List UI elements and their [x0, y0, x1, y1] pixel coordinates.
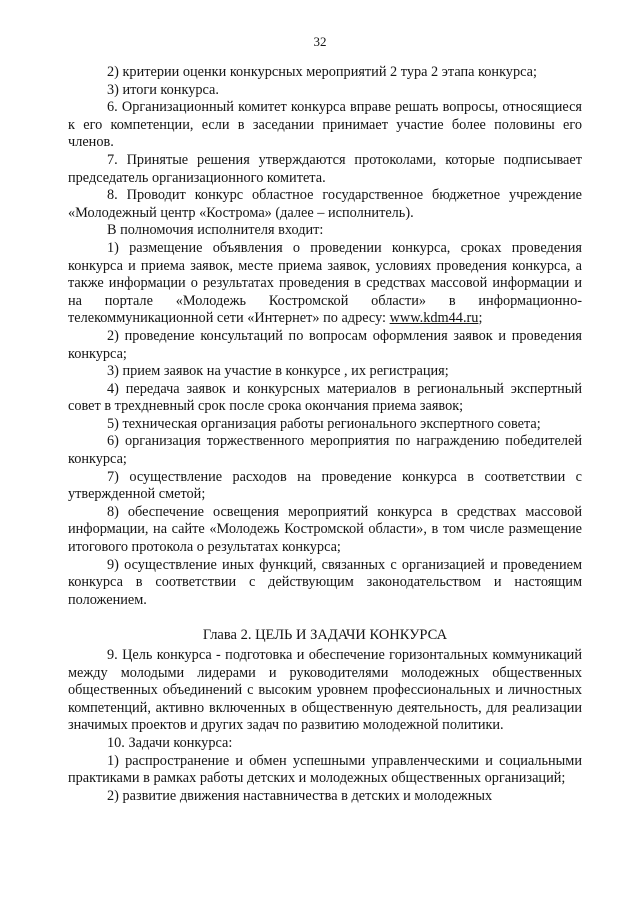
list-item: 6) организация торжественного мероприятия по награждению победителей конкурса; — [68, 433, 582, 468]
list-item: 7) осуществление расходов на проведение конкурса в соответствии с утвержденной сметой; — [68, 468, 582, 503]
paragraph: В полномочия исполнителя входит: — [107, 222, 324, 239]
list-item: 2) проведение консультаций по вопросам оформления заявок и проведения конкурса; — [68, 327, 582, 362]
list-item: 2) развитие движения наставничества в детских и молодежных — [107, 787, 493, 804]
list-item-text: 1) размещение объявления о проведении конкурса, сроках проведения конкурса и приема заявок, месте приема заявок, условиях проведения конкурса, а также информации о результатах проведения в средствах массовой информации и на портале «Молодежь Костромской области» в информационно-телекоммуникационной сети «Интернет» по адресу: — [68, 239, 582, 327]
paragraph: 6. Организационный комитет конкурса вправе решать вопросы, относящиеся к его компетенции, если в заседании принимает участие более половины его членов. — [68, 99, 582, 151]
paragraph: 8. Проводит конкурс областное государственное бюджетное учреждение «Молодежный центр «Кострома» (далее – исполнитель). — [68, 187, 582, 221]
list-item: 9) осуществление иных функций, связанных с организацией и проведением конкурса в соответствии с действующим законодательством и настоящим положением. — [68, 556, 582, 608]
list-item: 4) передача заявок и конкурсных материалов в региональный экспертный совет в трехдневный срок после срока окончания приема заявок; — [68, 380, 582, 415]
chapter-heading: Глава 2. ЦЕЛЬ И ЗАДАЧИ КОНКУРСА — [202, 627, 448, 644]
paragraph: 9. Цель конкурса - подготовка и обеспечение горизонтальных коммуникаций между молодыми лидерами и руководителями молодежных общественных общественных объединений с высоким уровнем профессиональных и личностных компетенций, активно включенных в общественную деятельность, для реализации значимых проектов и других задач по развитию молодежной политики. — [68, 647, 582, 734]
website-link[interactable]: www.kdm44.ru — [389, 310, 479, 327]
list-item-tail: ; — [478, 310, 483, 327]
list-item: 1) распространение и обмен успешными управленческими и социальными практиками в рамках работы детских и молодежных общественных организаций; — [68, 752, 582, 787]
document-body — [68, 64, 582, 805]
list-item — [68, 240, 582, 328]
page-number: 32 — [313, 34, 327, 49]
paragraph: 10. Задачи конкурса: — [107, 734, 233, 751]
list-item: 3) прием заявок на участие в конкурсе , их регистрация; — [107, 363, 449, 380]
paragraph: 7. Принятые решения утверждаются протоколами, которые подписывает председатель организационного комитета. — [68, 151, 582, 186]
list-item: 5) техническая организация работы регионального экспертного совета; — [107, 415, 541, 432]
paragraph: 2) критерии оценки конкурсных мероприятий 2 тура 2 этапа конкурса; — [107, 64, 537, 80]
paragraph: 3) итоги конкурса. — [107, 81, 219, 98]
list-item: 8) обеспечение освещения мероприятий конкурса в средствах массовой информации, на сайте «Молодежь Костромской области», в том числе размещение итогового протокола о результатах конкурса; — [68, 503, 582, 556]
